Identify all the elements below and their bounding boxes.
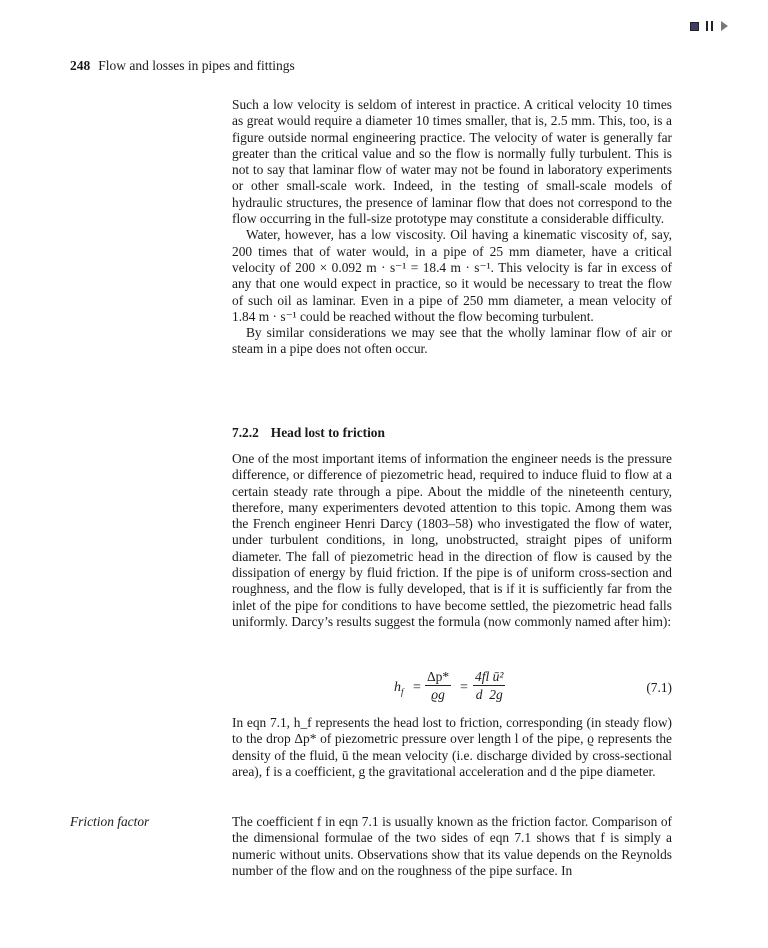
section-heading	[232, 425, 385, 441]
chapter-title: Flow and losses in pipes and fittings	[98, 58, 295, 73]
page-icon[interactable]	[690, 22, 699, 31]
paragraph: One of the most important items of information the engineer needs is the pressure difference, or difference of piezometric head, required to induce fluid to flow at a certain steady rate through a pipe. About the middle of the nineteenth century, therefore, many experimenters devoted attention to this topic. Among them was the French engineer Henri Darcy (1803–58) who investigated the flow of water, under turbulent conditions, in long, unobstructed, straight pipes of uniform diameter. The fall of piezometric head in the direction of flow is caused by the dissipation of energy by fluid friction. If the pipe is of uniform cross-section and roughness, and the flow is fully developed, that is if it is sufficiently far from the inlet of the pipe for conditions to have become settled, the piezometric head falls uniformly. Darcy’s results suggest the formula (now commonly named after him):	[232, 451, 672, 629]
equals-sign: =	[413, 680, 421, 695]
text-block-4	[232, 814, 672, 879]
running-head	[70, 58, 295, 74]
section-title: Head lost to friction	[270, 425, 385, 440]
paragraph: Such a low velocity is seldom of interest in practice. A critical velocity 10 times as great would require a diameter 10 times smaller, that is, 2.5 mm. This, too, is a figure outside normal engineering practice. The velocity of water is generally far greater than the critical value and so the flow is normally fully turbulent. This is not to say that laminar flow of water may not be found in laboratory experiments or other small-scale work. Indeed, in the testing of small-scale models of hydraulic structures, the presence of laminar flow that does not correspond to the flow occurring in the full-size prototype may constitute a considerable difficulty.	[232, 97, 672, 227]
margin-note: Friction factor	[70, 814, 150, 829]
equation-lhs: $h_f$	[394, 680, 404, 697]
fraction-darcy: $\frac{\text{4fl ū²}}{d 2g}$	[475, 669, 504, 702]
viewer-toolbar	[690, 21, 728, 31]
equation-7-1	[380, 668, 672, 710]
paragraph: By similar considerations we may see that the wholly laminar flow of air or steam in a pipe does not often occur.	[232, 325, 672, 357]
text-block-2	[232, 451, 672, 630]
fraction-pressure: $\frac{\Delta p*}{ϱg}$	[427, 669, 450, 702]
paragraph: Water, however, has a low viscosity. Oil having a kinematic viscosity of, say, 200 times that of water would, in a pipe of 25 mm diameter, have a critical velocity of 200 × 0.092 m · s⁻¹ = 18.4 m · s⁻¹. This velocity is far in excess of any that one would expect in practice, so it would be necessary to treat the flow of such oil as laminar. Even in a pipe of 250 mm diameter, a mean velocity of 1.84 m · s⁻¹ could be reached without the flow becoming turbulent.	[232, 227, 672, 324]
equation-label: (7.1)	[646, 680, 672, 695]
page-number: 248	[70, 58, 91, 73]
equals-sign: =	[460, 680, 468, 695]
play-icon[interactable]	[721, 21, 728, 31]
paragraph: The coefficient f in eqn 7.1 is usually known as the friction factor. Comparison of the dimensional formulae of the two sides of eqn 7.1 shows that f is simply a numeric without units. Observations show that its value depends on the Reynolds number of the flow and on the roughness of the pipe surface. In	[232, 814, 672, 878]
text-block-1	[232, 97, 672, 358]
paragraph: In eqn 7.1, h_f represents the head lost to friction, corresponding (in steady flow) to the drop Δp* of piezometric pressure over length l of the pipe, ϱ represents the density of the fluid, ū the mean velocity (i.e. discharge divided by cross-sectional area), f is a coefficient, g the gravitational acceleration and d the pipe diameter.	[232, 715, 672, 779]
columns-icon[interactable]	[705, 21, 715, 31]
text-block-3	[232, 715, 672, 780]
section-number: 7.2.2	[232, 425, 259, 440]
